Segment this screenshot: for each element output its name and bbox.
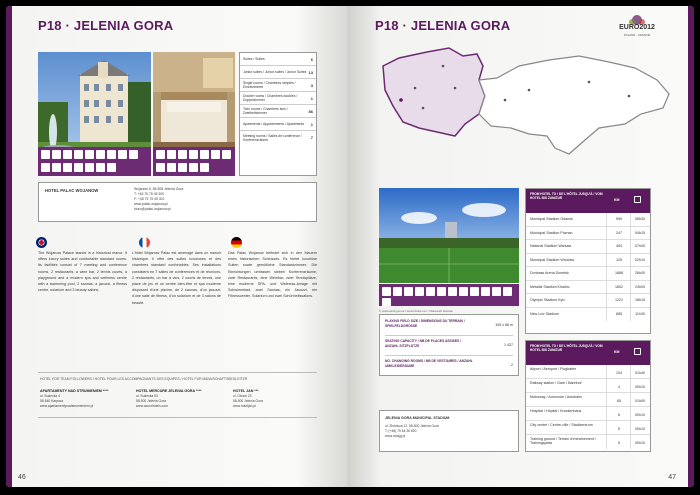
description-german: Das Palac Wojanow befindet sich in den Mauern eines historischen Schlosses. Es bietet luxuriöse Suiten sowie gemütliche Standardzimmer. Die Einrichtungen umfassen sieben Konferenzräume, zwei Restaurants, eine Weinbar, zwei Tennisplätze, eine moderne SPA- und Wellness-Anlage mit Schwimmbad, zwei Saunas, ein Jacuzzi, ein Fitnesscenter, Solarium und zwei Schönheitssalons. [228,251,317,299]
table-row: Training ground / Terrain d'entraînement / Trainingsplatz 5 00h10 [526,435,650,449]
table-row: Olympic Stadium Kyiv 1221 18h15 [526,294,650,308]
room-row: Single rooms / Chambres simples / Einzelzimmer 3 [240,79,316,92]
logo-text: EURO2012 [619,24,655,31]
room-row: Twin rooms / Chambres twin / Zweibettzimmer 86 [240,105,316,118]
table-row: Municipal Stadium Poznan 247 04h15 [526,227,650,241]
photo-credit: © www.ukrsd.gov.ua / www.fotolia.com / Oleksandr Holovan [379,309,453,313]
follower-hotel: HOTEL JAN *** ul. Okrzei 23 58-500 Jelenia Gora www.hoteljan.pl [233,389,263,408]
germany-flag-icon [231,237,242,248]
room-amenity-icons [153,147,235,176]
description-french: L'hôtel Wojanow Palac est aménagé dans un manoir historique. Il offre des suites luxueuses et des chambres standard confortables. Ses installations consistent en 7 salles de conférences et de réunions, 2 restaurants, un bar à vins, 2 courts de tennis, une place de jeu et un centre bien-être et spa moderne disposant d'une piscine, de 2 saunas, d'un jacuzzi, d'une salle de fitness, d'un solarium et de 3 salons de beauté. [132,251,221,305]
table-row: Donbass Arena Donetsk 1888 26h00 [526,267,650,281]
location-map [379,44,679,166]
stadium-website-link[interactable]: www.mosjg.pl [385,434,406,438]
team-followers-section [38,372,317,418]
table-row: Motorway / Autoroute / Autobahn 65 01h00 [526,393,650,407]
stadium-photo [379,188,519,306]
room-row: Suites / Suites 6 [240,53,316,66]
table-row: Municipal Stadium Wroclaw 125 02h10 [526,254,650,268]
table-row: City centre / Centre-ville / Stadtzentrum 5 00h10 [526,421,650,435]
left-page-title: P18 · JELENIA GORA [38,18,174,33]
description-english: The Wojanow Palace stands in a historical manor. It offers luxury suites and comfortable standard rooms. Its facilities consist of 7 meeting and conference rooms, 2 restaurants, a wine bar, 2 tennis courts, a playground and a modern spa and wellness centre with a swimming pool, 2 saunas, a jacuzzi, a fitness centre, solarium and 3 beauty salons. [38,251,127,293]
stadium-amenity-icons [379,284,519,306]
room-row: Meeting rooms / Salles de conférence / Konferenzräume 7 [243,133,313,142]
room-row: Double rooms / Chambres doubles / Doppelzimmer 1 [240,92,316,105]
pitch-info-box: PLAYING FIELD SIZE / DIMENSIONS DU TERRAIN / SPIELFELDGRÖSSE 105 x 68 m SEATING CAPACITY / NB DE PLACES ASSISES / ANZAHL SITZPLÄTZE 1 437 NO. CHANGING ROOMS / NB DE VESTIAIRES / ANZAHL UMKLEIDERÄUME 2 [379,314,519,376]
exterior-amenity-icons [38,147,151,176]
left-page-number: 46 [18,474,26,481]
hotel-exterior-photo [38,52,151,176]
hotel-name: HOTEL PALAC WOJANOW [45,188,99,193]
train-icon [634,348,641,355]
right-page [347,6,694,487]
distance-table-header: FROM HOTEL TO / DE L'HÔTEL JUSQU'À / VOM HOTEL BIS ZUM/ZUR KM [526,341,650,365]
logo-subtext: POLAND · UKRAINE [623,33,651,37]
room-row: Apartments / Appartements / Apartments 1 [240,118,316,131]
stadium-address: ul. Złotnicza 12, 58-500 Jelenia Gora T: (+48) 75 64 26 800 www.mosjg.pl [385,424,439,438]
facilities-distance-table [525,340,651,452]
table-row: Railway station / Gare / Bahnhof 4 00h10 [526,379,650,393]
hotel-room-photo [153,52,235,176]
table-row: Municipal Stadium Gdansk 599 08h30 [526,213,650,227]
table-row: New Lviv Stadium 685 11h30 [526,308,650,322]
hotel-address: Wojanów 6, 58-508 Jelenia Gora T: +48 75 75 45 300 F: +48 75 75 45 301 www.palac-wojanow.pl biuro@palac-wojanow.pl [134,187,184,211]
room-row: Junior suites / Junior suites / Junior Suites 13 [240,66,316,79]
table-row: National Stadium Warsaw 454 07h00 [526,240,650,254]
euro2012-logo [615,12,659,40]
left-purple-strip [6,6,12,487]
distance-table-header: FROM HOTEL TO / DE L'HÔTEL JUSQU'À / VOM HOTEL BIS ZUM/ZUR KM [526,189,650,213]
france-flag-icon [139,237,150,248]
hotel-info-box [38,182,317,222]
right-page-title: P18 · JELENIA GORA [375,18,511,33]
stadium-distance-table [525,188,651,334]
stadium-name: JELENIA GORA MUNICIPAL STADIUM [385,416,450,420]
table-row: Metalist Stadium Kharkiv 1802 24h00 [526,281,650,295]
right-page-number: 47 [668,474,676,481]
left-page [6,6,347,487]
train-icon [634,196,641,203]
room-count-table [239,52,317,176]
follower-hotel: HOTEL MERCURE JELENIA GORA **** ul. Sudecka 63 58-500 Jelenia Gora www.accorhotels.com [136,389,202,408]
uk-flag-icon [36,237,47,248]
right-purple-strip [688,6,694,487]
hotel-email-link[interactable]: biuro@palac-wojanow.pl [134,207,171,211]
table-row: Hospital / Hôpital / Krankenhaus 6 00h10 [526,407,650,421]
follower-hotel: APARTAMENTY NAD STRUMIENIEM **** ul. Sudecka 4 58-540 Karpacz www.apartamentynadstrumieniem.pl [40,389,109,408]
table-row: Airport / Aéroport / Flughafen 104 01h40 [526,365,650,379]
hotel-website-link[interactable]: www.palac-wojanow.pl [134,202,168,206]
stadium-address-box [379,410,519,452]
team-followers-heading: HOTEL FOR TEAM FOLLOWERS / HOTEL POUR LES ACCOMPAGNANTS DES EQUIPES / HOTEL FÜR MANNSCHAFTSBEGLEITER [40,377,248,381]
